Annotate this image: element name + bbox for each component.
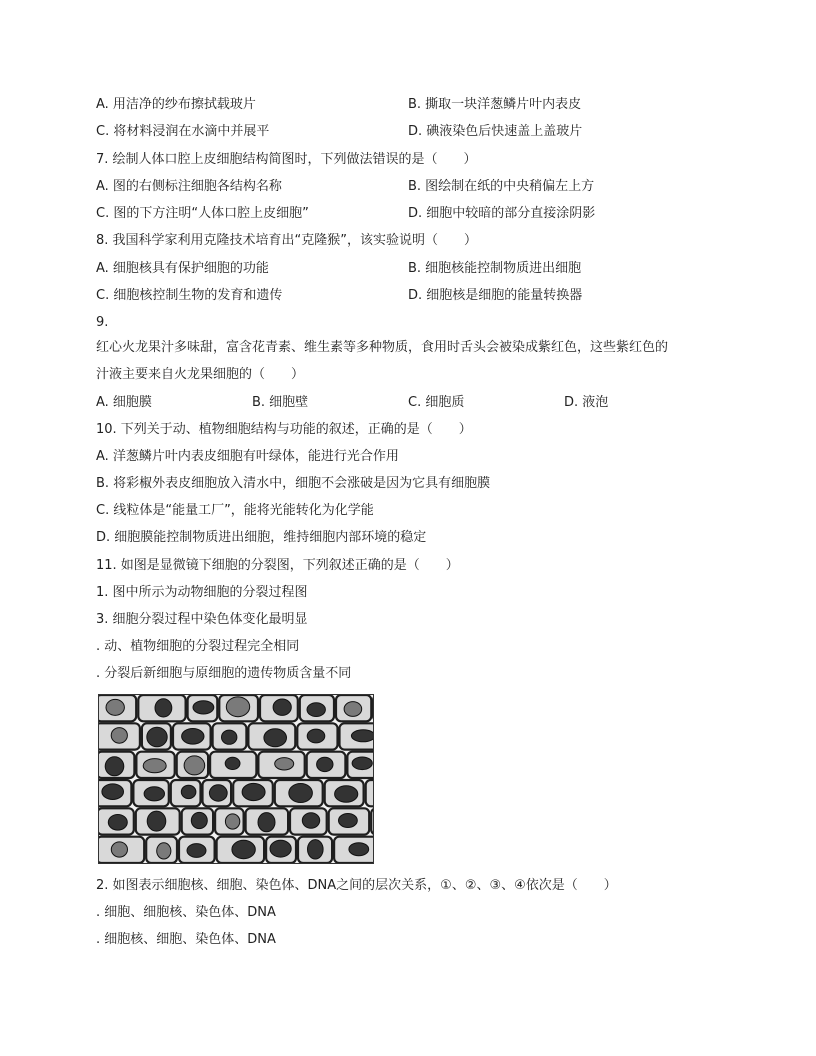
cell-division-figure (98, 694, 374, 864)
cell-nucleus (187, 844, 206, 858)
cell-nucleus (307, 703, 325, 717)
q9-stem-line1: 红心火龙果汁多味甜，富含花青素、维生素等多种物质，食用时舌头会被染成紫红色，这些紫红色的 (96, 340, 669, 355)
cell-nucleus (307, 729, 325, 743)
cell-nucleus (335, 786, 358, 802)
cell-nucleus (352, 757, 372, 770)
q9-number: 9. (96, 315, 109, 330)
cell-nucleus (289, 784, 313, 803)
cell-nucleus (264, 729, 287, 747)
cell-nucleus (308, 840, 324, 859)
cell-nucleus (147, 811, 166, 831)
cell-nucleus (193, 701, 214, 714)
q6-option-d: D. 碘液染色后快速盖上盖玻片 (408, 124, 583, 139)
q10-option-b: B. 将彩椒外表皮细胞放入清水中，细胞不会涨破是因为它具有细胞膜 (96, 476, 491, 491)
q6-option-b: B. 撕取一块洋葱鳞片叶内表皮 (408, 97, 582, 112)
cell-nucleus (209, 785, 227, 801)
cell-nucleus (108, 815, 127, 831)
q9-option-b: B. 细胞壁 (252, 395, 309, 410)
q8-option-c: C. 细胞核控制生物的发育和遗传 (96, 288, 283, 303)
q9-option-c: C. 细胞质 (408, 395, 465, 410)
cell-nucleus (184, 756, 205, 775)
cell-nucleus (111, 842, 127, 857)
q7-option-c: C. 图的下方注明“人体口腔上皮细胞” (96, 206, 309, 221)
q7-option-a: A. 图的右侧标注细胞各结构名称 (96, 179, 282, 194)
cell-outline (366, 780, 374, 806)
q9-option-d: D. 液泡 (564, 395, 609, 410)
q11-stem: 11. 如图是显微镜下细胞的分裂图，下列叙述正确的是（ ） (96, 558, 459, 573)
cell-nucleus (351, 730, 374, 742)
cell-nucleus (106, 699, 124, 715)
cell-nucleus (144, 787, 164, 801)
cell-nucleus (349, 843, 369, 856)
cell-nucleus (143, 759, 166, 773)
q12-option-b: . 细胞核、细胞、染色体、DNA (96, 932, 276, 947)
cell-nucleus (258, 813, 275, 832)
q12-stem: 2. 如图表示细胞核、细胞、染色体、DNA之间的层次关系，①、②、③、④依次是（ ） (96, 878, 617, 893)
cell-nucleus (273, 699, 291, 715)
q7-stem: 7. 绘制人体口腔上皮细胞结构简图时，下列做法错误的是（ ） (96, 152, 477, 167)
cell-nucleus (344, 702, 362, 717)
cell-nucleus (147, 727, 167, 747)
cell-nucleus (191, 812, 207, 828)
q6-option-a: A. 用洁净的纱布擦拭载玻片 (96, 97, 256, 112)
cell-nucleus (181, 785, 196, 798)
q8-option-b: B. 细胞核能控制物质进出细胞 (408, 261, 582, 276)
cell-nucleus (155, 699, 172, 717)
cell-nucleus (102, 784, 124, 800)
q9-option-a: A. 细胞膜 (96, 395, 152, 410)
cell-nucleus (182, 729, 204, 745)
cell-nucleus (242, 783, 265, 800)
cell-nucleus (302, 813, 319, 828)
cell-nucleus (275, 758, 294, 770)
q10-stem: 10. 下列关于动、植物细胞结构与功能的叙述，正确的是（ ） (96, 422, 472, 437)
q7-option-d: D. 细胞中较暗的部分直接涂阴影 (408, 206, 596, 221)
q11-option-c: . 动、植物细胞的分裂过程完全相同 (96, 639, 300, 654)
q10-option-c: C. 线粒体是“能量工厂”，能将光能转化为化学能 (96, 503, 374, 518)
q12-option-a: . 细胞、细胞核、染色体、DNA (96, 905, 276, 920)
q8-option-a: A. 细胞核具有保护细胞的功能 (96, 261, 269, 276)
cell-nucleus (157, 843, 171, 859)
q10-option-a: A. 洋葱鳞片叶内表皮细胞有叶绿体，能进行光合作用 (96, 449, 399, 464)
q10-option-d: D. 细胞膜能控制物质进出细胞，维持细胞内部环境的稳定 (96, 530, 427, 545)
q8-option-d: D. 细胞核是细胞的能量转换器 (408, 288, 583, 303)
cell-nucleus (270, 840, 291, 857)
q11-option-a: 1. 图中所示为动物细胞的分裂过程图 (96, 585, 308, 600)
cell-nucleus (225, 757, 240, 769)
cell-nucleus (226, 697, 249, 717)
q9-stem-line2: 汁液主要来自火龙果细胞的（ ） (96, 367, 305, 382)
cell-nucleus (111, 728, 127, 744)
cell-nucleus (222, 730, 237, 744)
cell-nucleus (105, 757, 124, 776)
q6-option-c: C. 将材料浸润在水滴中并展平 (96, 124, 270, 139)
q8-stem: 8. 我国科学家利用克隆技术培育出“克隆猴”，该实验说明（ ） (96, 233, 478, 248)
q11-option-b: 3. 细胞分裂过程中染色体变化最明显 (96, 612, 308, 627)
cell-nucleus (225, 814, 239, 829)
q11-option-d: . 分裂后新细胞与原细胞的遗传物质含量不同 (96, 666, 352, 681)
q7-option-b: B. 图绘制在纸的中央稍偏左上方 (408, 179, 595, 194)
cell-nucleus (339, 814, 358, 828)
cell-nucleus (317, 757, 333, 771)
cell-nucleus (232, 840, 255, 858)
